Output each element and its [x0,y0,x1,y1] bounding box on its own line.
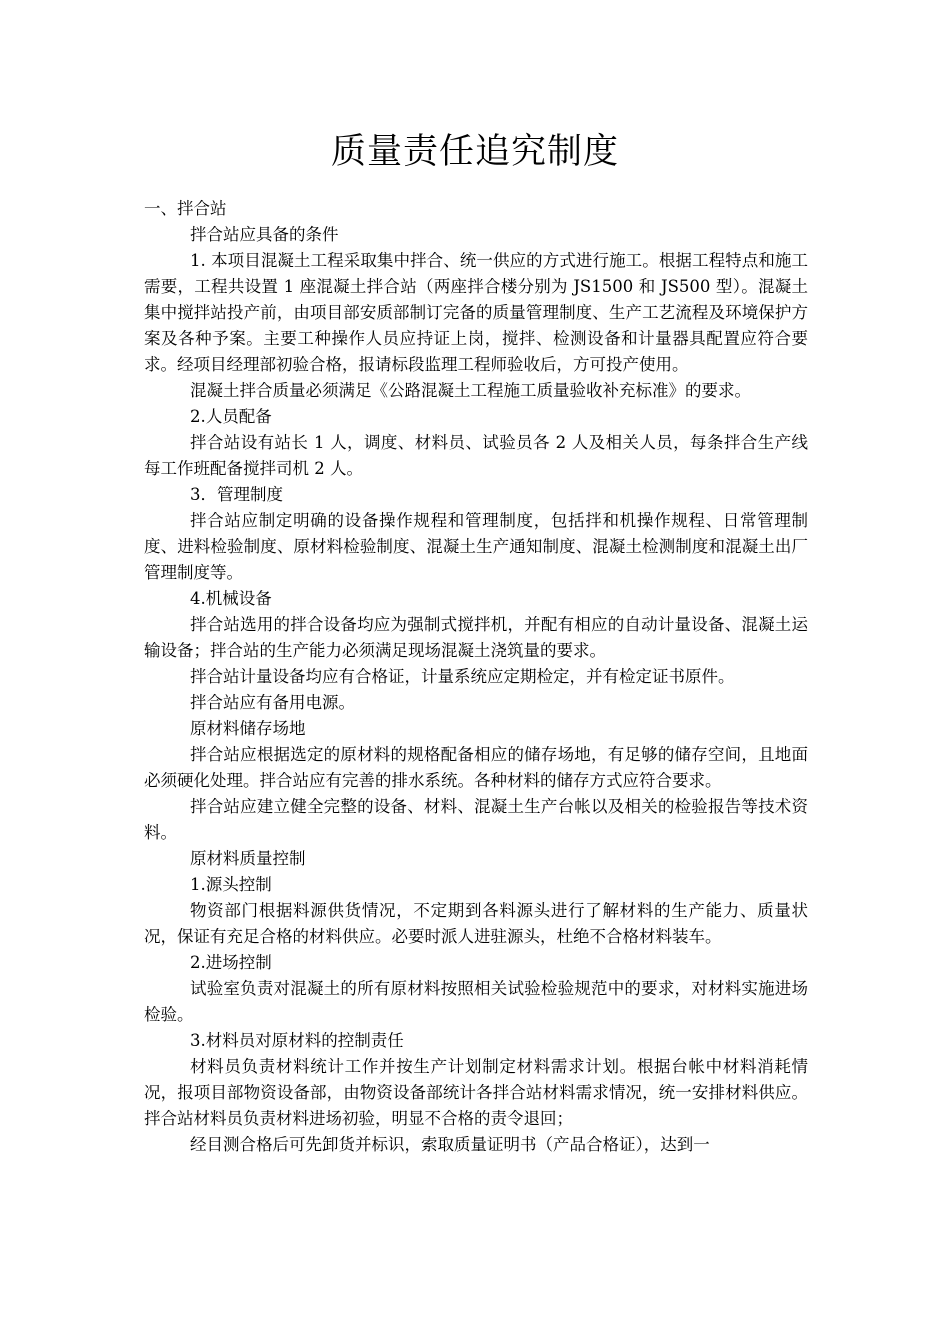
paragraph: 3．管理制度 [190,485,283,504]
paragraph: 1. 本项目混凝土工程采取集中拌合、统一供应的方式进行施工。根据工程特点和施工需要，工程共设置 1 座混凝土拌合站（两座拌合楼分别为 JS1500 和 JS500 型）。混凝土集中搅拌站投产前，由项目部安质部制订完备的质量管理制度、生产工艺流程及环境保护方案及各种予案。主要工种操作人员应持证上岗，搅拌、检测设备和计量器具配置应符合要求。经项目经理部初验合格，报请标段监理工程师验收后，方可投产使用。 [144,251,808,374]
paragraph: 拌合站应有备用电源。 [190,693,355,712]
document-title: 质量责任追究制度 [330,132,619,172]
paragraph: 材料员负责材料统计工作并按生产计划制定材料需求计划。根据台帐中材料消耗情况，报项目部物资设备部，由物资设备部统计各拌合站材料需求情况，统一安排材料供应。拌合站材料员负责材料进场初验，明显不合格的责令退回； [144,1057,808,1128]
paragraph: 3.材料员对原材料的控制责任 [190,1031,404,1050]
paragraph: 原材料储存场地 [190,719,306,738]
paragraph: 经目测合格后可先卸货并标识，索取质量证明书（产品合格证），达到一 [190,1135,710,1154]
paragraph: 1.源头控制 [190,875,272,894]
paragraph: 试验室负责对混凝土的所有原材料按照相关试验检验规范中的要求，对材料实施进场检验。 [144,979,808,1024]
document-body [144,196,808,1158]
paragraph: 4.机械设备 [190,589,272,608]
paragraph: 混凝土拌合质量必须满足《公路混凝土工程施工质量验收补充标准》的要求。 [190,381,751,400]
paragraph: 拌合站应建立健全完整的设备、材料、混凝土生产台帐以及相关的检验报告等技术资料。 [144,797,808,842]
paragraph: 一、拌合站 [144,199,227,218]
paragraph: 物资部门根据料源供货情况，不定期到各料源头进行了解材料的生产能力、质量状况，保证有充足合格的材料供应。必要时派人进驻源头，杜绝不合格材料装车。 [144,901,808,946]
paragraph: 拌合站计量设备均应有合格证，计量系统应定期检定，并有检定证书原件。 [190,667,735,686]
paragraph: 拌合站应具备的条件 [190,225,339,244]
paragraph: 原材料质量控制 [190,849,306,868]
paragraph: 2.进场控制 [190,953,272,972]
paragraph: 拌合站选用的拌合设备均应为强制式搅拌机，并配有相应的自动计量设备、混凝土运输设备；拌合站的生产能力必须满足现场混凝土浇筑量的要求。 [144,615,808,660]
paragraph: 拌合站应根据选定的原材料的规格配备相应的储存场地，有足够的储存空间，且地面必须硬化处理。拌合站应有完善的排水系统。各种材料的储存方式应符合要求。 [144,745,808,790]
paragraph: 2.人员配备 [190,407,272,426]
paragraph: 拌合站应制定明确的设备操作规程和管理制度，包括拌和机操作规程、日常管理制度、进料检验制度、原材料检验制度、混凝土生产通知制度、混凝土检测制度和混凝土出厂管理制度等。 [144,511,808,582]
paragraph: 拌合站设有站长 1 人，调度、材料员、试验员各 2 人及相关人员，每条拌合生产线每工作班配备搅拌司机 2 人。 [144,433,808,478]
